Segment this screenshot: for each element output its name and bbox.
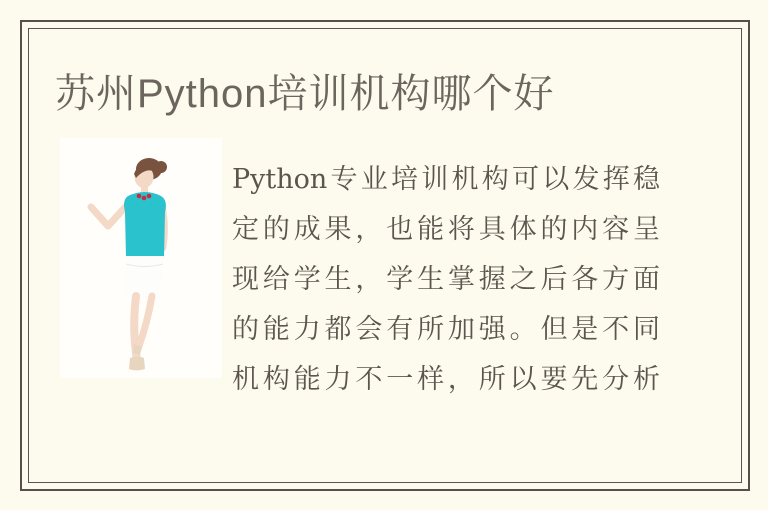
body-line-2: 定的成果，也能将具体的内容呈: [232, 214, 660, 245]
white-skirt-shape: [124, 256, 164, 298]
body-line-4: 的能力都会有所加强。但是不同: [232, 314, 660, 345]
necklace-bead: [137, 194, 142, 199]
necklace-bead: [142, 196, 147, 201]
body-line-3: 现给学生，学生掌握之后各方面: [232, 264, 660, 295]
teal-top-shape: [124, 192, 166, 262]
woman-illustration: [60, 138, 222, 378]
hair-bun-shape: [155, 161, 167, 173]
body-line-1: Python专业培训机构可以发挥稳: [232, 164, 660, 195]
body-line-5: 机构能力不一样，所以要先分析: [232, 364, 660, 395]
back-leg-shape: [139, 296, 152, 346]
necklace-bead: [147, 194, 152, 199]
article-body: [232, 155, 660, 405]
woman-model-photo: [60, 138, 222, 378]
platform-heel-shape: [129, 357, 145, 371]
page-title: 苏州Python培训机构哪个好: [55, 72, 555, 116]
